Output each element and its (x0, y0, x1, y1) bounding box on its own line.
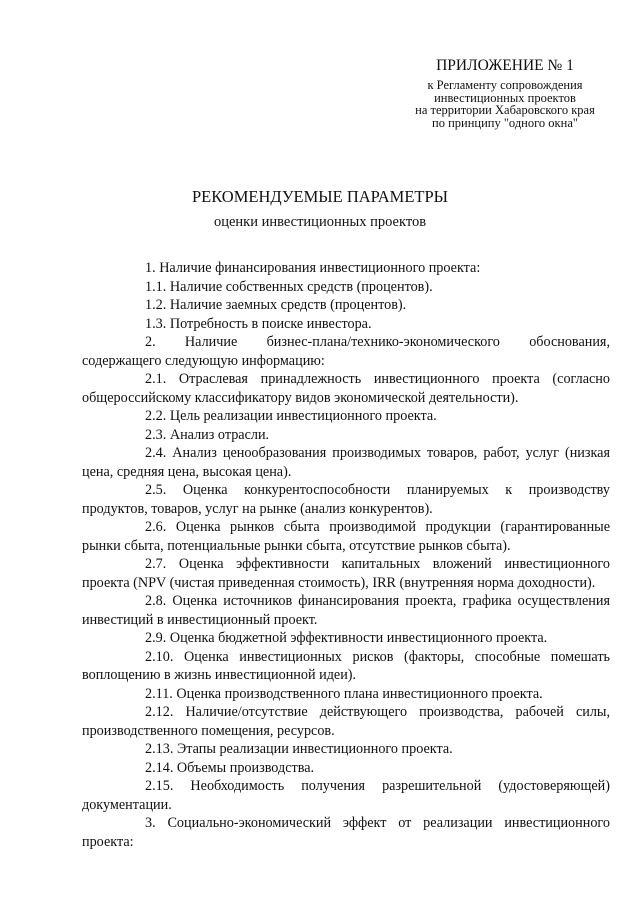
list-item: 2.6. Оценка рынков сбыта производимой продукции (гарантированные рынки сбыта, потенциальные рынки сбыта, отсутствие рынков сбыта). (82, 519, 610, 554)
list-item: 2.8. Оценка источников финансирования проекта, графика осуществления инвестиций в инвестиционный проект. (82, 593, 610, 628)
document-title-block (0, 186, 640, 233)
list-item: 1.1. Наличие собственных средств (процентов). (145, 278, 433, 295)
list-item: 2.14. Объемы производства. (145, 759, 315, 776)
list-item: 1.3. Потребность в поиске инвестора. (145, 315, 372, 332)
appendix-title: ПРИЛОЖЕНИЕ № 1 (436, 57, 574, 74)
list-item: 2.3. Анализ отрасли. (145, 426, 270, 443)
list-item: 2.9. Оценка бюджетной эффективности инвестиционного проекта. (145, 630, 548, 646)
parameters-list (82, 259, 610, 851)
appendix-line: к Регламенту сопровождения (427, 78, 583, 92)
appendix-block (380, 56, 630, 129)
list-item: 2.12. Наличие/отсутствие действующего производства, рабочей силы, производственного помещения, ресурсов. (82, 704, 610, 739)
appendix-line: по принципу "одного окна" (432, 115, 578, 130)
list-item: 2.4. Анализ ценообразования производимых товаров, работ, услуг (низкая цена, средняя цена, высокая цена). (82, 445, 610, 480)
list-item: 2.1. Отраслевая принадлежность инвестиционного проекта (согласно общероссийскому классификатору видов экономической деятельности). (82, 371, 610, 406)
list-item: 1. Наличие финансирования инвестиционного проекта: (145, 260, 481, 276)
list-item: 2.5. Оценка конкурентоспособности планируемых к производству продуктов, товаров, услуг на рынке (анализ конкурентов). (82, 482, 610, 517)
list-item: 3. Социально-экономический эффект от реализации инвестиционного проекта: (82, 815, 610, 850)
list-item: 1.2. Наличие заемных средств (процентов). (145, 297, 407, 313)
list-item: 2.2. Цель реализации инвестиционного проекта. (145, 408, 437, 424)
list-item: 2.7. Оценка эффективности капитальных вложений инвестиционного проекта (NPV (чистая приведенная стоимость), IRR (внутренняя норма доходности). (82, 556, 610, 591)
appendix-line: на территории Хабаровского края (415, 103, 595, 117)
document-title: РЕКОМЕНДУЕМЫЕ ПАРАМЕТРЫ (191, 187, 449, 206)
list-item: 2.15. Необходимость получения разрешительной (удостоверяющей) документации. (82, 778, 610, 813)
list-item: 2.11. Оценка производственного плана инвестиционного проекта. (145, 685, 543, 702)
list-item: 2.10. Оценка инвестиционных рисков (факторы, способные помешать воплощению в жизнь инвестиционной идеи). (82, 648, 610, 683)
list-item: 2.13. Этапы реализации инвестиционного проекта. (145, 741, 453, 757)
list-item: 2. Наличие бизнес-плана/технико-экономического обоснования, содержащего следующую информацию: (82, 334, 610, 369)
document-subtitle: оценки инвестиционных проектов (213, 214, 427, 230)
appendix-line: инвестиционных проектов (434, 90, 576, 105)
